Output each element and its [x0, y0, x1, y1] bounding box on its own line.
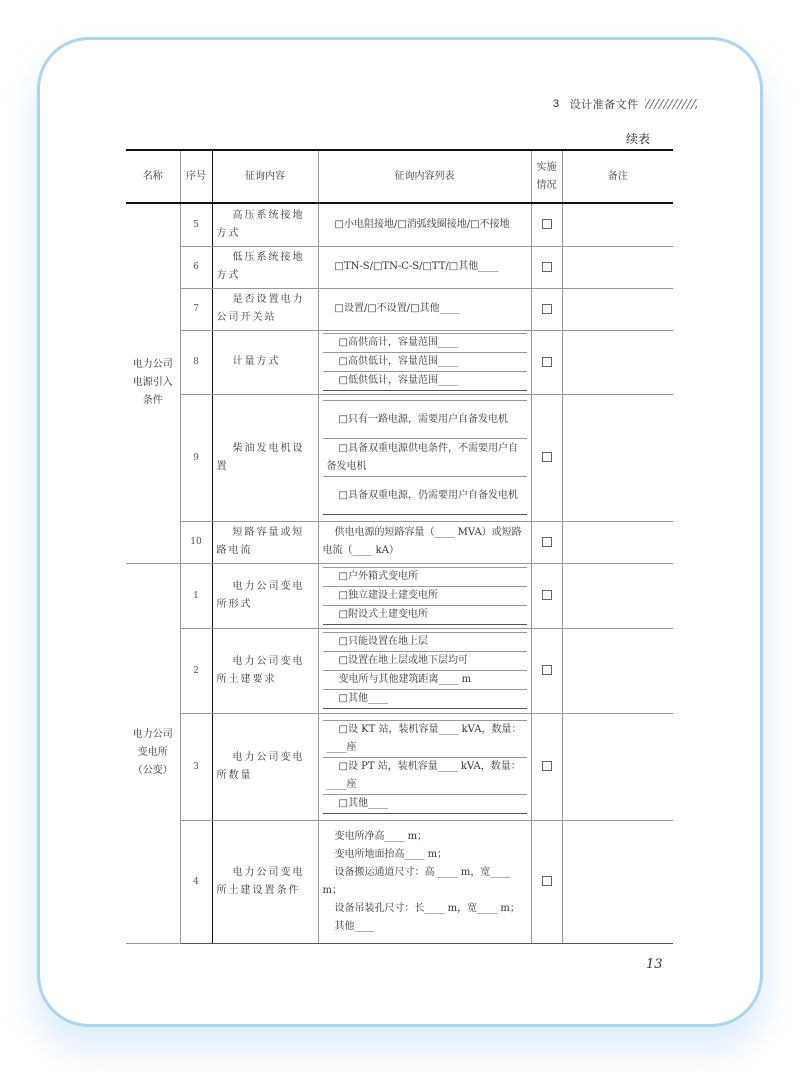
option-item[interactable]: □设 KT 站，装机容量____ kVA，数量：____座: [323, 720, 527, 757]
header-name: 名称: [126, 150, 180, 203]
running-head: [553, 96, 697, 112]
row-options: [318, 820, 531, 943]
note-cell[interactable]: [562, 563, 673, 628]
continued-label: 续表: [626, 132, 651, 146]
checkbox-icon[interactable]: [542, 452, 552, 462]
row-seq: 7: [180, 288, 212, 330]
option-item[interactable]: □高供高计，容量范围____: [323, 334, 527, 353]
option-item[interactable]: 其他____: [334, 920, 375, 932]
checkbox-icon[interactable]: [542, 537, 552, 547]
option-item[interactable]: □户外箱式变电所: [323, 567, 527, 586]
header-status: 实施情况: [531, 150, 562, 203]
row-topic: 高压系统接地方式: [212, 203, 318, 246]
status-cell: [531, 203, 562, 246]
status-cell: [531, 330, 562, 394]
table-row: [126, 288, 673, 330]
row-topic: 计量方式: [212, 330, 318, 394]
option-item[interactable]: □设 PT 站，装机容量____ kVA，数量：____座: [323, 757, 527, 794]
table-header-row: [126, 150, 673, 203]
row-options: [318, 713, 531, 820]
page-number: 13: [646, 957, 663, 972]
chapter-title: 设计准备文件: [569, 98, 639, 111]
row-topic: 短路容量或短路电流: [212, 521, 318, 563]
option-item[interactable]: 设备搬运通道尺寸：高 ____ m，宽____ m；: [322, 866, 511, 896]
option-item[interactable]: □只能设置在地上层: [323, 633, 527, 652]
checkbox-icon[interactable]: [542, 876, 552, 886]
status-cell: [531, 820, 562, 943]
option-item[interactable]: □小电阻接地/□消弧线圈接地/□不接地: [334, 218, 510, 230]
header-topic: 征询内容: [212, 150, 318, 203]
checkbox-icon[interactable]: [542, 761, 552, 771]
note-cell[interactable]: [562, 330, 673, 394]
note-cell[interactable]: [562, 394, 673, 521]
row-seq: 3: [180, 713, 212, 820]
option-item[interactable]: □其他____: [323, 690, 527, 709]
row-options: [318, 521, 531, 563]
option-item[interactable]: □高供低计，容量范围____: [323, 353, 527, 372]
row-seq: 6: [180, 246, 212, 288]
table-row: [126, 394, 673, 521]
status-cell: [531, 246, 562, 288]
row-topic: 电力公司变电所土建设置条件: [212, 820, 318, 943]
row-options: [318, 203, 531, 246]
option-item[interactable]: □附设式土建变电所: [323, 605, 527, 624]
hatch-decoration-icon: [645, 99, 697, 109]
group-name: 电力公司电源引入条件: [126, 203, 180, 563]
row-topic: 电力公司变电所数量: [212, 713, 318, 820]
row-options: [318, 288, 531, 330]
row-topic: 低压系统接地方式: [212, 246, 318, 288]
row-options: [318, 394, 531, 521]
row-seq: 1: [180, 563, 212, 628]
row-options: [318, 563, 531, 628]
option-item[interactable]: 变电所与其他建筑距离____ m: [323, 671, 527, 690]
group-name: 电力公司变电所（公变）: [126, 563, 180, 943]
note-cell[interactable]: [562, 203, 673, 246]
consultation-table: [126, 149, 673, 944]
row-seq: 8: [180, 330, 212, 394]
row-options: [318, 628, 531, 713]
row-topic: 电力公司变电所土建要求: [212, 628, 318, 713]
row-topic: 是否设置电力公司开关站: [212, 288, 318, 330]
option-item[interactable]: □只有一路电源，需要用户自备发电机: [323, 401, 527, 439]
row-topic: 电力公司变电所形式: [212, 563, 318, 628]
option-item[interactable]: □独立建设土建变电所: [323, 586, 527, 605]
row-seq: 2: [180, 628, 212, 713]
status-cell: [531, 713, 562, 820]
table-row: [126, 820, 673, 943]
checkbox-icon[interactable]: [542, 219, 552, 229]
header-list: 征询内容列表: [318, 150, 531, 203]
table-row: [126, 713, 673, 820]
note-cell[interactable]: [562, 820, 673, 943]
row-options: [318, 330, 531, 394]
table-row: [126, 246, 673, 288]
checkbox-icon[interactable]: [542, 262, 552, 272]
row-seq: 5: [180, 203, 212, 246]
status-cell: [531, 628, 562, 713]
status-cell: [531, 563, 562, 628]
table-row: [126, 521, 673, 563]
option-item[interactable]: □其他____: [323, 794, 527, 813]
note-cell[interactable]: [562, 521, 673, 563]
option-item[interactable]: 供电电源的短路容量（____ MVA）或短路电流（____ kA）: [322, 527, 522, 556]
status-cell: [531, 288, 562, 330]
row-seq: 10: [180, 521, 212, 563]
row-topic: 柴油发电机设置: [212, 394, 318, 521]
header-seq: 序号: [180, 150, 212, 203]
option-item[interactable]: □具备双重电源，仍需要用户自备发电机: [323, 477, 527, 515]
note-cell[interactable]: [562, 713, 673, 820]
note-cell[interactable]: [562, 288, 673, 330]
checkbox-icon[interactable]: [542, 357, 552, 367]
option-item[interactable]: □设置在地上层或地下层均可: [323, 652, 527, 671]
row-seq: 9: [180, 394, 212, 521]
note-cell[interactable]: [562, 246, 673, 288]
checkbox-icon[interactable]: [542, 590, 552, 600]
option-item[interactable]: 变电所净高____ m；: [334, 830, 428, 842]
status-cell: [531, 394, 562, 521]
option-item[interactable]: □低供低计，容量范围____: [323, 372, 527, 391]
header-note: 备注: [562, 150, 673, 203]
status-cell: [531, 521, 562, 563]
option-item[interactable]: □TN-S/□TN-C-S/□TT/□其他____: [334, 261, 499, 272]
checkbox-icon[interactable]: [542, 665, 552, 675]
chapter-number: 3: [553, 98, 560, 110]
option-item[interactable]: □具备双重电源供电条件，不需要用户自备发电机: [323, 439, 527, 477]
table-row: [126, 563, 673, 628]
checkbox-icon[interactable]: [542, 304, 552, 314]
option-item[interactable]: 变电所地面抬高____ m；: [334, 848, 448, 860]
table-row: [126, 628, 673, 713]
option-item[interactable]: 设备吊装孔尺寸：长____ m，宽____ m；: [334, 902, 520, 914]
table-row: [126, 203, 673, 246]
option-item[interactable]: □设置/□不设置/□其他____: [334, 303, 460, 314]
row-options: [318, 246, 531, 288]
table-row: [126, 330, 673, 394]
note-cell[interactable]: [562, 628, 673, 713]
row-seq: 4: [180, 820, 212, 943]
